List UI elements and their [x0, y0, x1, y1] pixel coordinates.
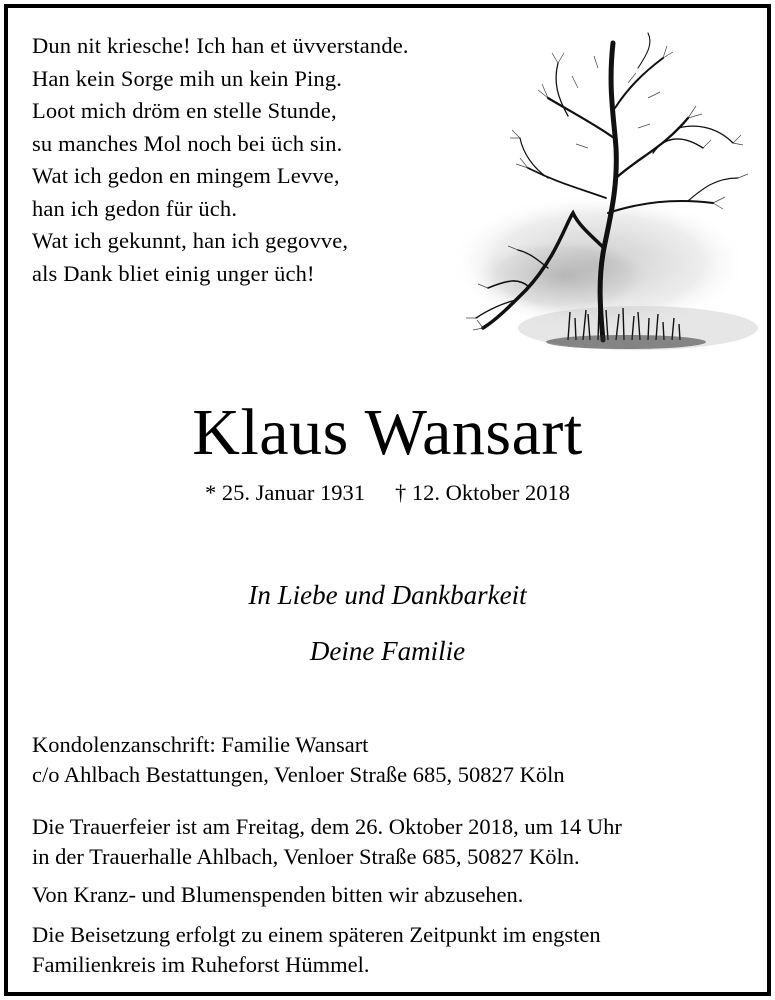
poem-line: Wat ich gekunnt, han ich gegovve, [32, 228, 349, 253]
ceremony-info [32, 812, 622, 871]
death-date: † 12. Oktober 2018 [395, 480, 570, 505]
poem [32, 30, 409, 290]
closing-phrase: In Liebe und Dankbarkeit [248, 580, 527, 610]
text-line: Von Kranz- und Blumenspenden bitten wir abzusehen. [32, 882, 524, 907]
birth-date: * 25. Januar 1931 [205, 480, 365, 505]
poem-line: Han kein Sorge mih un kein Ping. [32, 65, 342, 91]
poem-line: Loot mich dröm en stelle Stunde, [32, 98, 337, 123]
text-line: Die Beisetzung erfolgt zu einem späteren Zeitpunkt im engsten [32, 922, 601, 947]
text-line: Familienkreis im Ruheforst Hümmel. [32, 951, 370, 977]
poem-line: su manches Mol noch bei üch sin. [32, 130, 343, 156]
life-dates [8, 478, 767, 508]
text-line: in der Trauerhalle Ahlbach, Venloer Straße 685, 50827 Köln. [32, 843, 580, 869]
tree-icon [448, 28, 758, 378]
poem-line: Dun nit kriesche! Ich han et üvverstande. [32, 33, 409, 58]
text-line: Die Trauerfeier ist am Freitag, dem 26. Oktober 2018, um 14 Uhr [32, 814, 622, 839]
text-line: Kondolenzanschrift: Familie Wansart [32, 732, 369, 757]
poem-line: han ich gedon für üch. [32, 195, 238, 221]
family-signature: Deine Familie [309, 636, 466, 666]
text-line: c/o Ahlbach Bestattungen, Venloer Straße 685, 50827 Köln [32, 761, 565, 787]
burial-info [32, 920, 601, 979]
flowers-note [32, 880, 523, 910]
condolence-address [32, 730, 565, 789]
obituary-frame [4, 4, 771, 996]
poem-line: Wat ich gedon en mingem Levve, [32, 163, 340, 188]
deceased-name: Klaus Wansart [192, 396, 583, 469]
poem-line: als Dank bliet einig unger üch! [32, 260, 315, 286]
